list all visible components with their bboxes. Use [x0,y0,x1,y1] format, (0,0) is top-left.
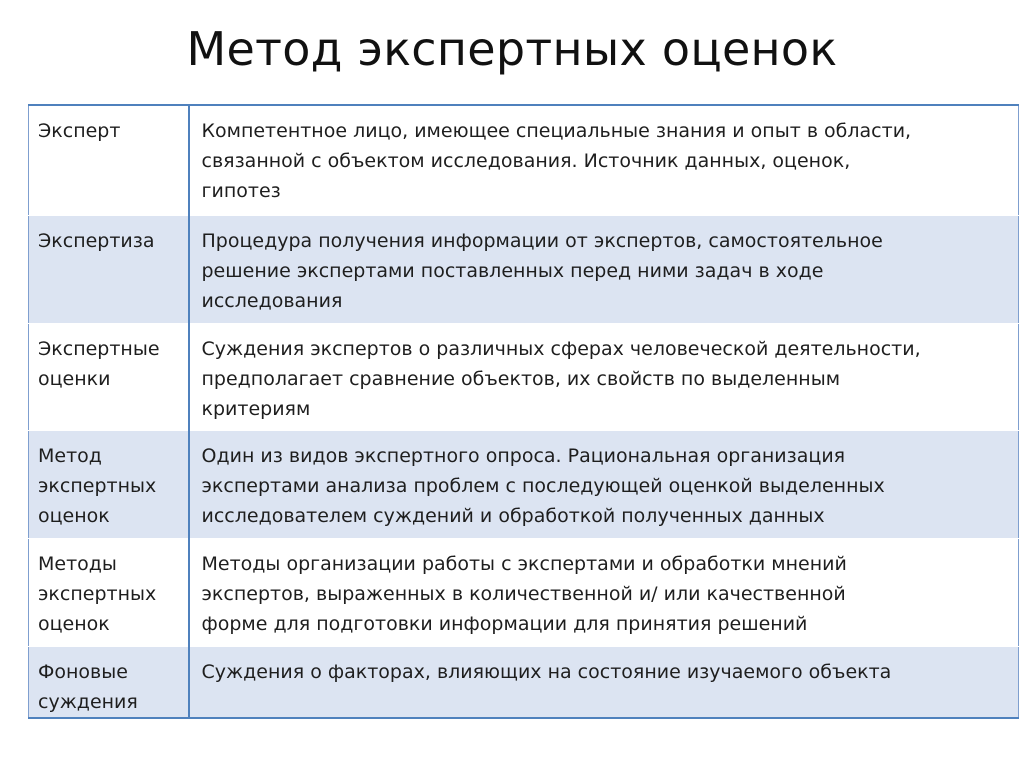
description-cell [189,646,1019,718]
term-cell [29,323,189,430]
term-line: оценок [38,612,110,635]
term-line: Эксперт [38,120,121,142]
description-line: Один из видов экспертного опроса. Рациональная организация [201,444,846,467]
term-line: экспертных [38,474,157,497]
description-line: предполагает сравнение объектов, их свойств по выделенным [201,367,841,390]
description-line: критериям [201,397,311,420]
term-line: экспертных [38,582,157,605]
table-row [29,538,1019,646]
term-line: Фоновые [38,660,128,683]
description-line: экспертов, выраженных в количественной и/ или качественной [201,582,846,605]
term-cell [29,105,189,215]
description-line: решение экспертами поставленных перед ними задач в ходе [201,259,824,282]
description-line: исследования [201,289,343,312]
description-line: исследователем суждений и обработкой полученных данных [201,504,825,527]
description-cell [189,215,1019,323]
term-cell [29,430,189,538]
term-line: суждения [38,690,138,713]
table-row [29,323,1019,430]
description-line: гипотез [201,180,281,202]
description-cell [189,105,1019,215]
description-line: Суждения о факторах, влияющих на состояние изучаемого объекта [201,660,892,683]
description-line: форме для подготовки информации для принятия решений [201,612,808,635]
term-line: Метод [38,444,102,467]
description-cell [189,323,1019,430]
description-cell [189,538,1019,646]
table-row [29,215,1019,323]
term-line: Экспертиза [38,229,155,252]
description-line: Суждения экспертов о различных сферах человеческой деятельности, [201,337,921,360]
term-line: Методы [38,552,117,575]
description-line: экспертами анализа проблем с последующей оценкой выделенных [201,474,885,497]
term-line: оценок [38,504,110,527]
term-cell [29,538,189,646]
description-cell [189,430,1019,538]
table-row [29,105,1019,215]
description-line: Методы организации работы с экспертами и обработки мнений [201,552,847,575]
description-line: Процедура получения информации от экспертов, самостоятельное [201,229,883,252]
term-cell [29,215,189,323]
term-cell [29,646,189,718]
description-line: Компетентное лицо, имеющее специальные знания и опыт в области, [201,120,912,142]
slide-title: Метод экспертных оценок [186,22,838,76]
table-row [29,430,1019,538]
table-row [29,646,1019,718]
description-line: связанной с объектом исследования. Источник данных, оценок, [201,150,851,172]
definitions-table [28,104,1019,719]
term-line: Экспертные [38,337,160,360]
term-line: оценки [38,367,111,390]
